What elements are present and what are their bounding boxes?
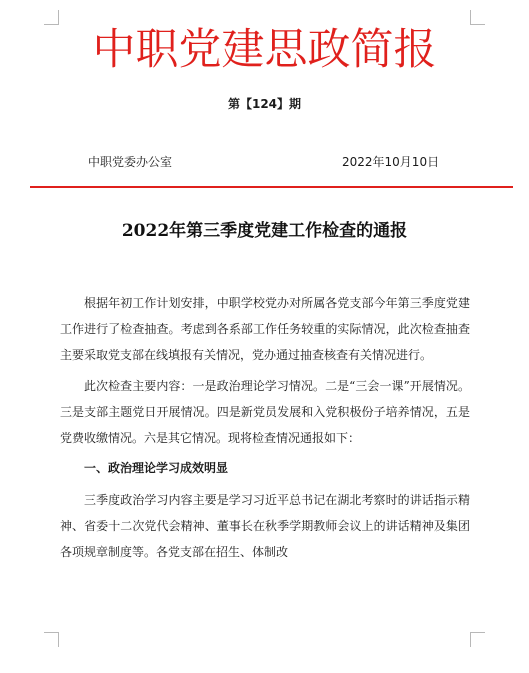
red-divider-line <box>30 186 513 188</box>
crop-mark-bottom-left <box>44 632 59 647</box>
document-body <box>60 290 470 565</box>
masthead-title: 中职党建思政简报 <box>92 25 437 75</box>
crop-mark-bottom-right <box>470 632 485 647</box>
document-title: 2022年第三季度党建工作检查的通报 <box>121 221 408 241</box>
issuing-office: 中职党委办公室 <box>88 155 173 169</box>
issue-date: 2022年10月10日 <box>342 155 440 169</box>
body-paragraph: 根据年初工作计划安排，中职学校党办对所属各党支部今年第三季度党建工作进行了检查抽查。考虑到各系部工作任务较重的实际情况，此次检查抽查主要采取党支部在线填报有关情况，党办通过抽查核查有关情况进行。 <box>60 296 470 362</box>
body-paragraph: 此次检查主要内容：一是政治理论学习情况。二是“三会一课”开展情况。三是支部主题党日开展情况。四是新党员发展和入党积极份子培养情况，五是党费收缴情况。六是其它情况。现将检查情况通报如下： <box>60 379 470 445</box>
body-paragraph: 三季度政治学习内容主要是学习习近平总书记在湖北考察时的讲话指示精神、省委十二次党代会精神、董事长在秋季学期教师会议上的讲话精神及集团各项规章制度等。各党支部在招生、体制改 <box>60 493 470 559</box>
section-heading: 一、政治理论学习成效明显 <box>84 461 229 475</box>
issue-number: 第【124】期 <box>227 97 302 111</box>
